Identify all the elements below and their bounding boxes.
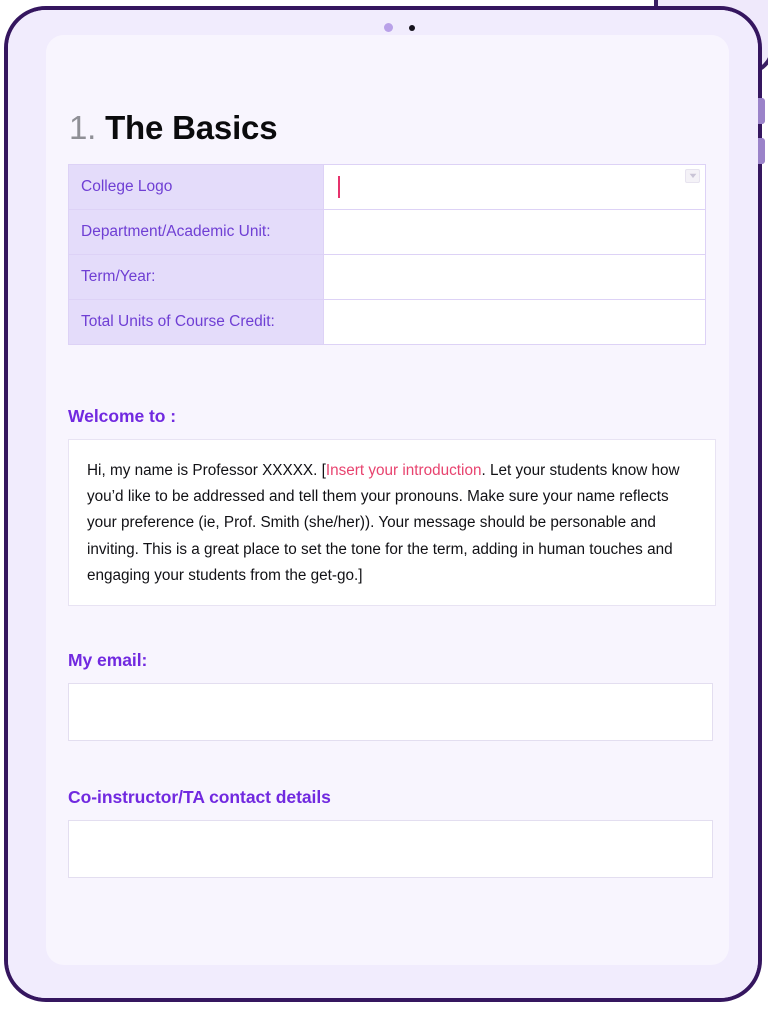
page-title: [46, 35, 729, 146]
tablet-device: [4, 6, 762, 1002]
intro-hint: Insert your introduction: [325, 461, 482, 479]
volume-up-button[interactable]: [758, 98, 765, 124]
row-label-department: Department/Academic Unit:: [69, 209, 324, 254]
table-row: [69, 254, 706, 299]
welcome-heading: Welcome to :: [68, 405, 176, 426]
basics-table: [68, 164, 706, 345]
row-label-total-units: Total Units of Course Credit:: [69, 299, 324, 344]
introduction-text: [87, 458, 695, 589]
row-value-department[interactable]: [324, 209, 706, 254]
row-label-term-year: Term/Year:: [69, 254, 324, 299]
section-number: 1.: [69, 109, 97, 146]
row-value-total-units[interactable]: [324, 299, 706, 344]
row-label-college-logo: College Logo: [69, 164, 324, 209]
document-page: [46, 35, 729, 878]
tablet-screen: [46, 35, 729, 965]
row-value-college-logo[interactable]: [324, 164, 706, 209]
email-heading: My email:: [68, 650, 148, 671]
tablet-bezel: [8, 10, 758, 998]
email-section: [68, 650, 716, 741]
sensor-dot-icon: [409, 25, 415, 31]
coinstructor-section: [68, 787, 716, 878]
welcome-section: [68, 406, 716, 606]
coinstructor-input[interactable]: [68, 820, 713, 878]
email-input[interactable]: [68, 683, 713, 741]
coinstructor-heading: Co-instructor/TA contact details: [68, 787, 331, 808]
section-title-text: The Basics: [105, 109, 278, 146]
intro-prefix: Hi, my name is Professor XXXXX. [: [87, 461, 326, 479]
intro-rest: . Let your students know how you’d like to be addressed and tell them your pronouns. Make sure your name reflects your preference (ie, Prof. Smith (she/her)). Your message should be personable and inviting. This is a great place to set the tone for the term, adding in human touches and engaging your students from the get-go.]: [87, 461, 680, 584]
introduction-textbox[interactable]: [68, 439, 716, 606]
table-row: [69, 164, 706, 209]
table-row: [69, 299, 706, 344]
text-cursor: [338, 176, 340, 198]
table-row: [69, 209, 706, 254]
row-value-term-year[interactable]: [324, 254, 706, 299]
chevron-down-icon[interactable]: [685, 169, 700, 183]
volume-down-button[interactable]: [758, 138, 765, 164]
camera-dot-icon: [384, 23, 393, 32]
